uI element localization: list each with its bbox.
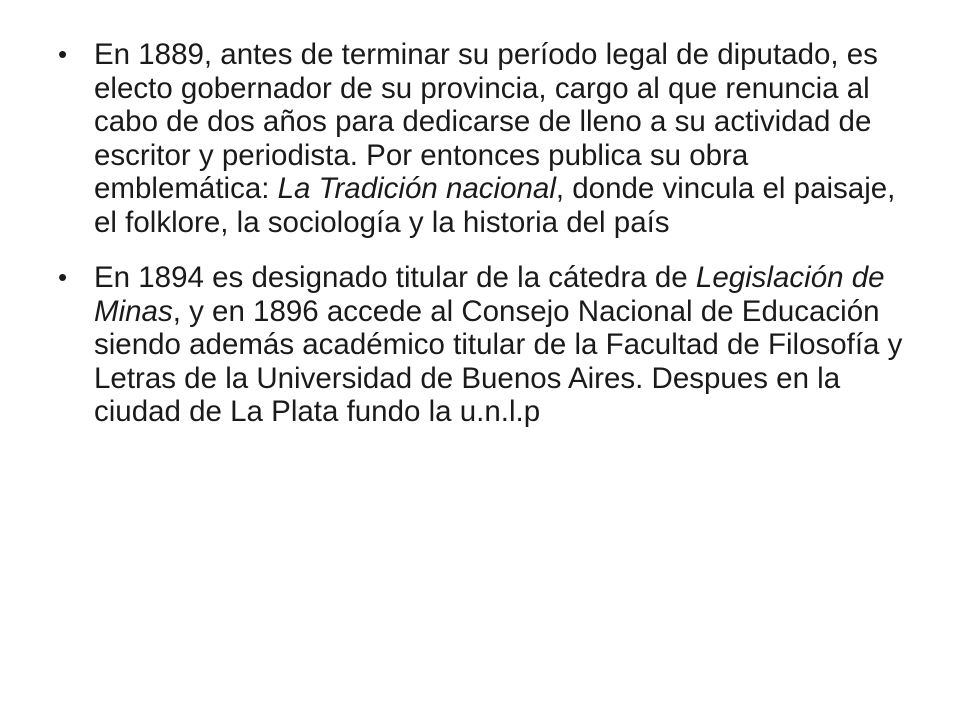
book-title: La Tradición nacional [277, 172, 556, 205]
bullet-item-1 [58, 38, 908, 239]
bullet-dot-icon: • [58, 39, 68, 69]
bullet-dot-icon: • [58, 262, 68, 292]
bullet-text-continued: , y en 1896 accede al Consejo Nacional de Educación siendo además académico titular de la Facultad de Filosofía y Letras de la Universidad de Buenos Aires. Despues en la ciudad de La Plata fundo la u.n.l.p [94, 294, 903, 428]
bullet-text: En 1889, antes de terminar su período legal de diputado, es electo gobernador de su provincia, cargo al que renuncia al cabo de dos años para dedicarse de lleno a su actividad de escritor y periodista. Por entonces publica su obra emblemática: [94, 38, 878, 205]
bullet-item-2 [58, 261, 908, 429]
bullet-text: En 1894 es designado titular de la cátedra de [94, 261, 696, 294]
course-title: Legislación de Minas [94, 261, 885, 328]
bullet-list [58, 38, 908, 451]
bullet-text-continued: , donde vincula el paisaje, el folklore, la sociología y la historia del país [94, 172, 896, 239]
